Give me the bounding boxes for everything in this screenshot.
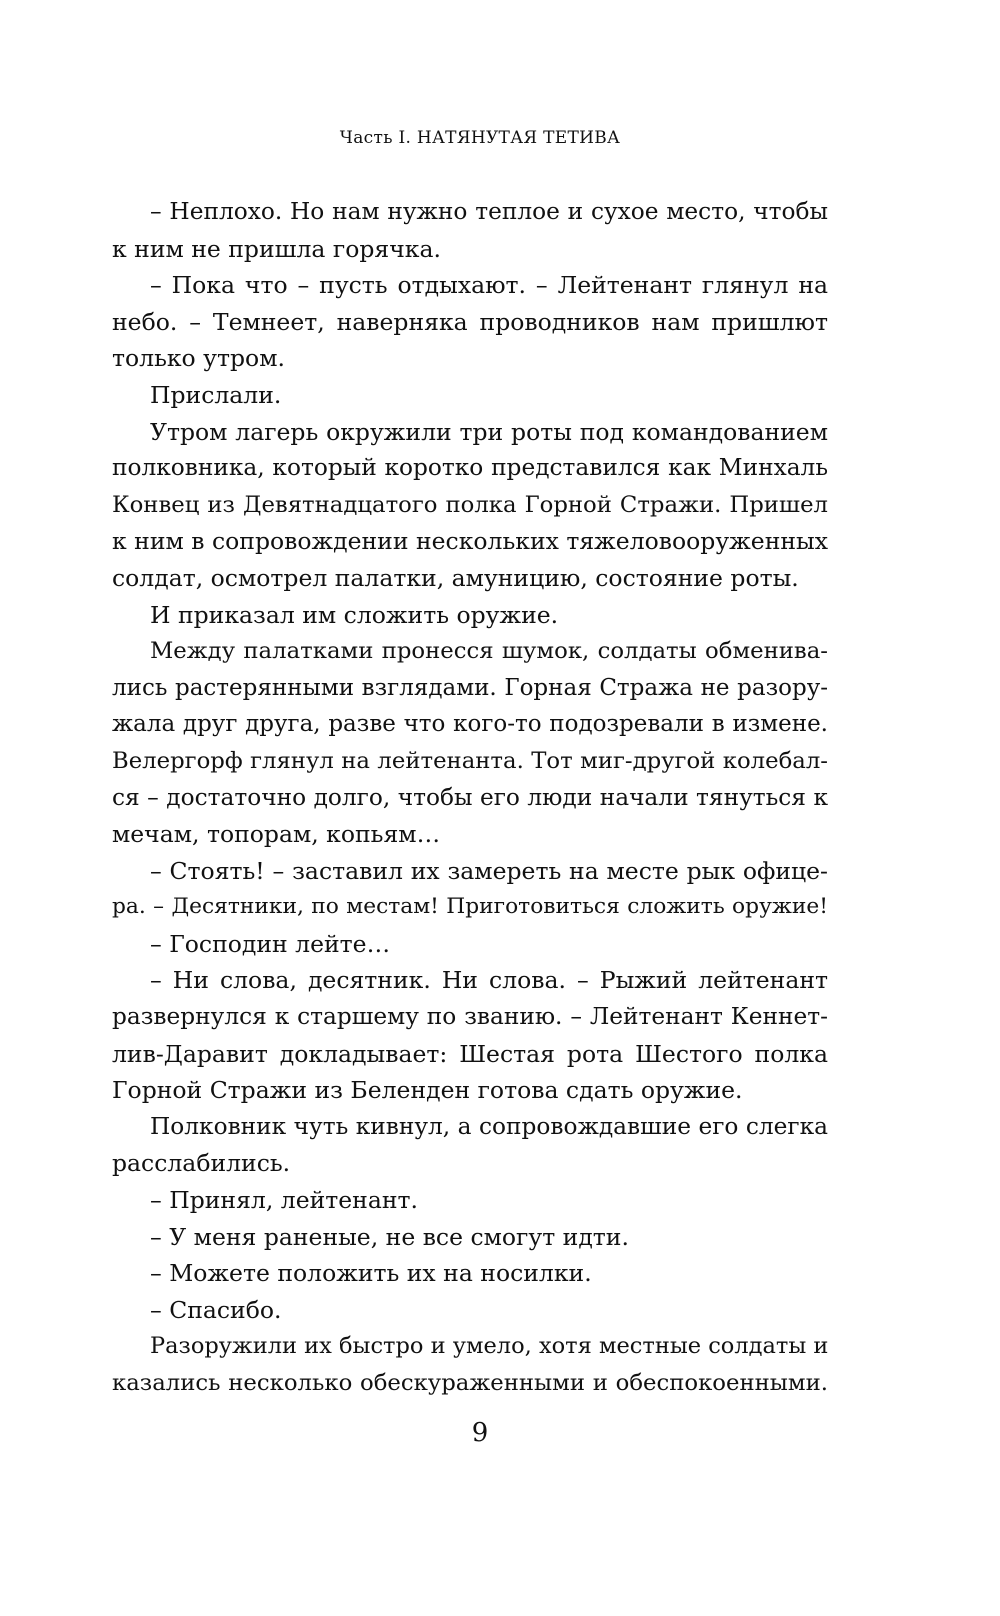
- text-line: – Неплохо. Но нам нужно теплое и сухое место, чтобы: [150, 198, 828, 225]
- text-line: солдат, осмотрел палатки, амуницию, состояние роты.: [112, 563, 799, 592]
- text-line: жала друг друга, разве что кого-то подозревали в измене.: [112, 711, 828, 738]
- text-line: полковника, который коротко представился как Минхаль: [112, 454, 828, 482]
- text-line: – У меня раненые, не все смогут идти.: [150, 1222, 629, 1251]
- text-line: ра. – Десятники, по местам! Приготовиться сложить оружие!: [112, 894, 828, 920]
- text-line: – Спасибо.: [150, 1295, 282, 1324]
- body-text: [112, 194, 828, 1402]
- text-line: Между палатками пронесся шумок, солдаты обменива-: [150, 638, 828, 665]
- text-line: Конвец из Девятнадцатого полка Горной Стражи. Пришел: [112, 491, 828, 518]
- text-line: – Ни слова, десятник. Ни слова. – Рыжий лейтенант: [150, 966, 828, 995]
- text-line: лив-Даравит докладывает: Шестая рота Шестого полка: [112, 1039, 828, 1068]
- text-line: лись растерянными взглядами. Горная Стража не разору-: [112, 674, 828, 701]
- text-line: Прислали.: [150, 380, 282, 409]
- text-line: – Господин лейте…: [150, 929, 391, 958]
- text-line: мечам, топорам, копьям…: [112, 820, 441, 849]
- text-line: ся – достаточно долго, чтобы его люди начали тянуться к: [112, 783, 828, 811]
- text-line: Полковник чуть кивнул, а сопровождавшие его слегка: [150, 1112, 828, 1140]
- text-line: Разоружили их быстро и умело, хотя местные солдаты и: [150, 1333, 829, 1360]
- text-line: к ним в сопровождении нескольких тяжеловооруженных: [112, 527, 828, 556]
- text-line: небо. – Темнеет, наверняка проводников нам пришлют: [112, 307, 828, 336]
- text-line: И приказал им сложить оружие.: [150, 600, 559, 629]
- text-line: казались несколько обескураженными и обеспокоенными.: [112, 1370, 828, 1396]
- text-line: только утром.: [112, 344, 285, 373]
- text-line: – Можете положить их на носилки.: [150, 1259, 592, 1288]
- page-number: 9: [471, 1418, 489, 1448]
- text-line: расслабились.: [112, 1149, 291, 1178]
- text-line: Утром лагерь окружили три роты под командованием: [150, 417, 828, 446]
- text-line: Горной Стражи из Беленден готова сдать оружие.: [112, 1076, 743, 1105]
- running-header: Часть I. НАТЯНУТАЯ ТЕТИВА: [339, 128, 621, 148]
- text-line: Велергорф глянул на лейтенанта. Тот миг-другой колебал-: [112, 747, 828, 774]
- text-line: – Принял, лейтенант.: [150, 1186, 418, 1215]
- text-line: – Стоять! – заставил их замереть на месте рык офице-: [150, 856, 828, 885]
- text-line: – Пока что – пусть отдыхают. – Лейтенант глянул на: [150, 271, 828, 300]
- text-line: к ним не пришла горячка.: [112, 234, 441, 263]
- text-line: развернулся к старшему по званию. – Лейтенант Кеннет-: [112, 1003, 828, 1031]
